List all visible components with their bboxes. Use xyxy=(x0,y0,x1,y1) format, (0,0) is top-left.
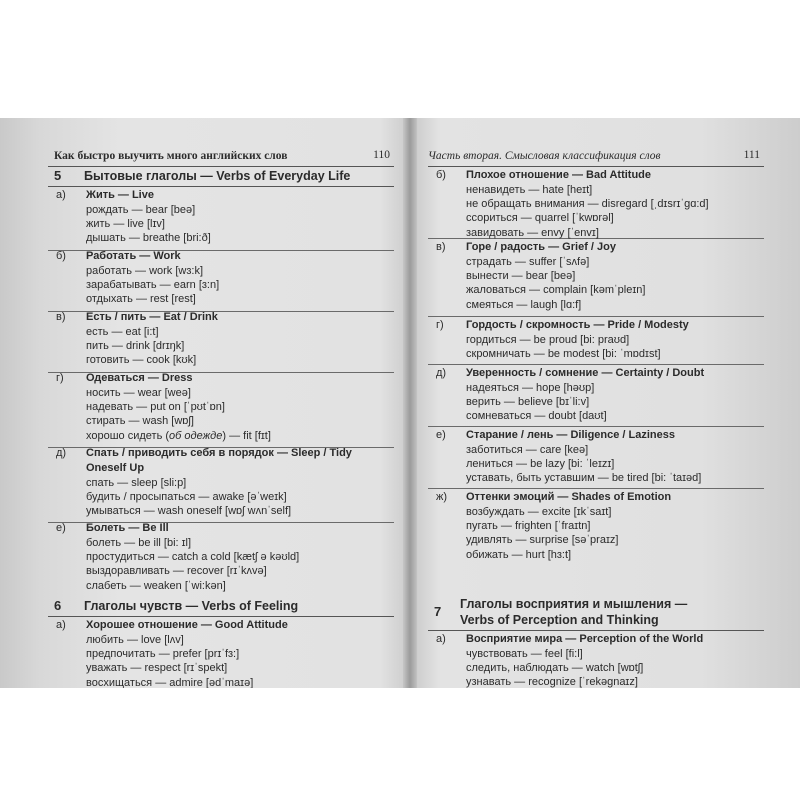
vocab-line: жить — live [lɪv] xyxy=(86,218,165,231)
section-number: 6 xyxy=(54,598,62,613)
block-letter: е) xyxy=(56,522,66,534)
vocab-line: заботиться — care [keə] xyxy=(466,444,589,456)
section-number: 5 xyxy=(54,168,62,183)
vocab-line: умываться — wash oneself [wɒʃ wʌnˈself] xyxy=(86,505,292,518)
vocab-line: жаловаться — complain [kəmˈpleɪn] xyxy=(466,284,646,297)
block-heading: Старание / лень — Diligence / Laziness xyxy=(466,429,675,441)
vocab-block xyxy=(428,318,764,365)
vocab-line: смеяться — laugh [lɑ:f] xyxy=(466,298,582,311)
right-page xyxy=(428,118,764,688)
section-title: Verbs of Perception and Thinking xyxy=(460,613,659,627)
vocab-line: узнавать — recognize [ˈrekəgnaɪz] xyxy=(466,676,638,688)
block-heading: Есть / пить — Eat / Drink xyxy=(86,311,218,323)
vocab-line: обижать — hurt [hɜ:t] xyxy=(466,548,572,561)
block-heading: Уверенность / сомнение — Certainty / Doubt xyxy=(466,367,705,379)
block-letter: ж) xyxy=(436,491,448,503)
vocab-line: отдыхать — rest [rest] xyxy=(86,293,196,306)
vocab-line: любить — love [lʌv] xyxy=(86,634,184,646)
vocab-line: слабеть — weaken [ˈwi:kən] xyxy=(86,579,226,592)
block-letter: г) xyxy=(56,372,64,384)
vocab-line: удивлять — surprise [səˈpraɪz] xyxy=(466,534,619,547)
running-head-title: Как быстро выучить много английских слов xyxy=(54,150,288,162)
block-heading: Гордость / скромность — Pride / Modesty xyxy=(466,319,689,331)
vocab-block xyxy=(428,168,764,239)
vocab-line: чувствовать — feel [fi:l] xyxy=(466,648,583,660)
vocab-line: лениться — be lazy [bi: ˈleɪzɪ] xyxy=(466,458,615,471)
vocab-line: спать — sleep [sli:p] xyxy=(86,477,187,489)
vocab-line: не обращать внимания — disregard [ˌdɪsrɪˈgɑ:d] xyxy=(466,198,709,211)
page-number: 110 xyxy=(373,149,390,161)
vocab-line: готовить — cook [kʊk] xyxy=(86,354,197,367)
vocab-line: ссориться — quarrel [ˈkwɒrəl] xyxy=(466,212,614,225)
block-letter: в) xyxy=(436,241,446,253)
block-letter: г) xyxy=(436,319,444,331)
vocab-line: дышать — breathe [bri:ð] xyxy=(86,232,211,245)
vocab-line: есть — eat [i:t] xyxy=(86,326,159,338)
vocab-block xyxy=(428,490,764,566)
book-gutter xyxy=(403,118,417,688)
block-heading: Хорошее отношение — Good Attitude xyxy=(86,619,288,631)
block-letter: д) xyxy=(56,447,67,459)
block-letter: в) xyxy=(56,311,66,323)
vocab-block xyxy=(48,371,394,448)
vocab-line: пугать — frighten [ˈfraɪtn] xyxy=(466,520,591,533)
block-letter: а) xyxy=(436,633,446,645)
vocab-line: работать — work [wɜ:k] xyxy=(86,265,204,277)
vocab-block xyxy=(48,310,394,373)
vocab-text: ) — fit [fɪt] xyxy=(222,429,271,442)
block-heading: Оттенки эмоций — Shades of Emotion xyxy=(466,491,672,503)
block-letter: б) xyxy=(56,250,66,262)
vocab-block xyxy=(428,428,764,489)
section-heading xyxy=(428,596,764,631)
section-title: Глаголы восприятия и мышления — xyxy=(460,597,688,611)
section-title: Глаголы чувств — Verbs of Feeling xyxy=(84,599,299,613)
vocab-note: об одежде xyxy=(169,429,223,442)
section-title: Бытовые глаголы — Verbs of Everyday Life xyxy=(84,169,351,183)
block-heading: Жить — Live xyxy=(86,189,154,201)
running-head-title: Часть вторая. Смысловая классификация слов xyxy=(428,150,661,162)
vocab-line xyxy=(86,429,394,443)
block-heading: Спать / приводить себя в порядок — Sleep / Tidy Oneself Up xyxy=(86,447,352,474)
block-heading: Одеваться — Dress xyxy=(86,372,193,384)
vocab-line: рождать — bear [beə] xyxy=(86,204,196,216)
block-letter: д) xyxy=(436,367,447,379)
section-heading xyxy=(48,168,394,187)
block-letter: а) xyxy=(56,189,66,201)
running-head-left xyxy=(48,148,394,167)
block-heading: Плохое отношение — Bad Attitude xyxy=(466,169,652,181)
vocab-line: уставать, быть уставшим — be tired [bi: ˈtaɪəd] xyxy=(466,472,702,485)
vocab-block xyxy=(48,521,394,597)
vocab-line: зарабатывать — earn [ɜ:n] xyxy=(86,279,220,292)
vocab-line: сомневаться — doubt [daʊt] xyxy=(466,410,607,423)
vocab-line: надеяться — hope [həʊp] xyxy=(466,382,595,394)
block-letter: е) xyxy=(436,429,446,441)
left-page xyxy=(48,118,394,688)
vocab-line: следить, наблюдать — watch [wɒtʃ] xyxy=(466,662,644,675)
vocab-block xyxy=(428,366,764,427)
vocab-block xyxy=(48,249,394,312)
vocab-line: надевать — put on [ˈpʊtˈɒn] xyxy=(86,401,225,414)
running-head-right xyxy=(428,148,764,167)
vocab-line: болеть — be ill [bi: ɪl] xyxy=(86,537,192,549)
vocab-line: уважать — respect [rɪˈspekt] xyxy=(86,662,228,675)
vocab-block xyxy=(428,632,764,688)
vocab-line: завидовать — envy [ˈenvɪ] xyxy=(466,226,599,239)
vocab-line: простудиться — catch a cold [kætʃ ə kəʊld] xyxy=(86,551,300,564)
vocab-line: скромничать — be modest [bi: ˈmɒdɪst] xyxy=(466,348,661,361)
vocab-line: пить — drink [drɪŋk] xyxy=(86,340,185,353)
vocab-line: предпочитать — prefer [prɪˈfɜ:] xyxy=(86,648,240,661)
vocab-line: носить — wear [weə] xyxy=(86,387,191,399)
vocab-block xyxy=(48,188,394,251)
book-spread xyxy=(0,118,800,688)
vocab-line: ненавидеть — hate [heɪt] xyxy=(466,184,593,196)
vocab-line: будить / просыпаться — awake [əˈweɪk] xyxy=(86,491,287,504)
section-number: 7 xyxy=(434,604,442,619)
vocab-line: выздоравливать — recover [rɪˈkʌvə] xyxy=(86,565,267,578)
block-heading: Восприятие мира — Perception of the World xyxy=(466,633,704,645)
block-heading: Работать — Work xyxy=(86,250,181,262)
vocab-line: возбуждать — excite [ɪkˈsaɪt] xyxy=(466,506,612,518)
block-heading: Болеть — Be Ill xyxy=(86,522,169,534)
vocab-block xyxy=(428,240,764,317)
vocab-block xyxy=(48,618,394,688)
vocab-line: страдать — suffer [ˈsʌfə] xyxy=(466,256,590,268)
page-number: 111 xyxy=(743,149,760,161)
block-heading: Горе / радость — Grief / Joy xyxy=(466,241,616,253)
vocab-line: вынести — bear [beə] xyxy=(466,270,576,283)
block-letter: а) xyxy=(56,619,66,631)
vocab-line: стирать — wash [wɒʃ] xyxy=(86,415,194,428)
vocab-line: верить — believe [bɪˈli:v] xyxy=(466,396,590,409)
vocab-line: восхищаться — admire [ədˈmaɪə] xyxy=(86,676,254,688)
block-letter: б) xyxy=(436,169,446,181)
vocab-line: гордиться — be proud [bi: praʊd] xyxy=(466,334,630,346)
section-heading xyxy=(48,598,394,617)
vocab-text: хорошо сидеть ( xyxy=(86,429,170,442)
vocab-block xyxy=(48,446,394,523)
